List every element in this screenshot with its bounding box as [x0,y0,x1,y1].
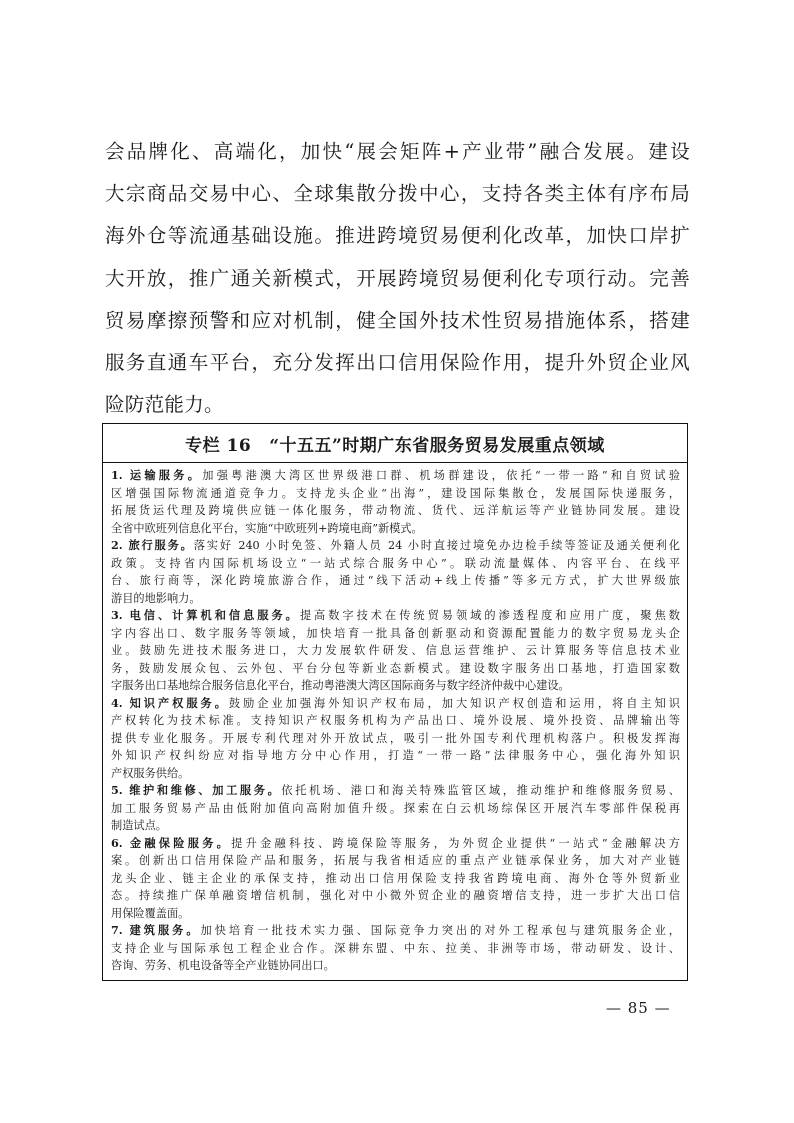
item-text: 鼓励企业加强海外知识产权布局，加大知识产权创造和运用，将自主知识 [228,696,680,710]
column-box-body [103,463,687,975]
item-heading: 5. 维护和维修、加工服务。 [111,783,282,797]
item-heading: 2. 旅行服务。 [111,538,194,552]
item-text: 案。创新出口信用保险产品和服务，拓展与我省相适应的重点产业链承保业务，加大对产业链 [111,854,680,867]
paragraph-line: 贸易摩擦预警和应对机制，健全国外技术性贸易措施体系，搭建 [105,308,690,332]
item-text: 落实好 240 小时免签、外籍人员 24 小时直接过境免办边检手续等签证及通关便利化 [193,539,680,552]
item-text: 支持企业与国际承包工程企业合作。深耕东盟、中东、拉美、非洲等市场，带动研发、设计、 [111,941,680,955]
item-text: 区增强国际物流通道竞争力。支持龙头企业“出海”，建设国际集散仓，发展国际快递服务， [111,486,680,500]
list-item-telecom [111,607,680,695]
item-heading: 1. 运输服务。 [111,468,203,482]
item-text: 提高数字技术在传统贸易领域的渗透程度和应用广度，聚焦数 [299,609,680,622]
paragraph-line: 大宗商品交易中心、全球集散分拨中心，支持各类主体有序布局 [105,182,690,206]
item-text: 提供专业化服务。开展专利代理对外开放试点，吸引一批外国专利代理机构落户。积极发挥海 [111,731,680,745]
item-text: 务，鼓励发展众包、云外包、平台分包等新业态新模式。建设数字服务出口基地，打造国家数 [111,661,680,675]
item-text: 政策。支持省内国际机场设立“一站式综合服务中心”。联动流量媒体、内容平台、在线平 [111,556,680,570]
item-text: 依托机场、港口和海关特殊监管区域，推动维护和维修服务贸易、 [281,784,680,797]
paragraph-line: 服务直通车平台，充分发挥出口信用保险作用，提升外贸企业风 [105,350,690,374]
column-box-label: 专栏 16 [185,435,252,456]
list-item-travel [111,537,680,607]
item-text: 态。持续推广保单融资增信机制，强化对中小微外贸企业的融资增信支持，进一步扩大出口信 [111,889,680,902]
item-text: 加工服务贸易产品由低附加值向高附加值升级。探索在白云机场综保区开展汽车零部件保税再 [111,801,680,815]
item-text: 提升金融科技、跨境保险等服务，为外贸企业提供“一站式”金融解决方 [231,836,680,850]
column-box-title: “十五五”时期广东省服务贸易发展重点领域 [269,435,605,456]
item-heading: 3. 电信、计算机和信息服务。 [111,608,300,622]
item-text: 产权转化为技术标准。支持知识产权服务机构为产品出口、境外设展、境外投资、品牌输出等 [111,714,680,727]
item-text: 加强粤港澳大湾区世界级港口群、机场群建设，依托“一带一路”和自贸试验 [202,469,680,482]
item-heading: 7. 建筑服务。 [111,923,201,937]
list-item-maintenance [111,782,680,835]
column-box [102,423,688,981]
item-text: 字服务出口基地综合服务信息化平台，推动粤港澳大湾区国际商务与数字经济仲裁中心建设。 [111,679,570,692]
item-heading: 6. 金融保险服务。 [111,835,232,850]
item-text: 业。鼓励先进技术服务进口，大力发展软件研发、信息运营维护、云计算服务等信息技术业 [111,644,680,657]
item-text: 产权服务供给。 [111,766,190,780]
item-text: 台、旅行商等，深化跨境旅游合作，通过“线下活动+线上传播”等多元方式，扩大世界级旅 [111,574,680,587]
item-text: 字内容出口、数字服务等领域，加快培育一批具备创新驱动和资源配置能力的数字贸易龙头企 [111,626,680,640]
paragraph-line: 大开放，推广通关新模式，开展跨境贸易便利化专项行动。完善 [105,266,690,290]
item-heading: 4. 知识产权服务。 [111,695,229,710]
item-text: 咨询、劳务、机电设备等全产业链协同出口。 [111,959,335,972]
paragraph-line: 险防范能力。 [105,393,224,417]
item-text: 用保险覆盖面。 [111,906,190,920]
list-item-transport [111,467,680,537]
page-number: — 85 — [606,999,671,1017]
item-text: 制造试点。 [111,819,167,832]
item-text: 拓展货运代理及跨境供应链一体化服务，带动物流、货代、远洋航运等产业链协同发展。建设 [111,504,680,517]
item-text: 外知识产权纠纷应对指导地方分中心作用，打造“一带一路”法律服务中心，强化海外知识 [111,749,680,762]
column-box-header [103,424,687,463]
item-text: 全省中欧班列信息化平台，实施“中欧班列+跨境电商”新模式。 [111,521,423,535]
item-text: 加快培育一批技术实力强、国际竞争力突出的对外工程承包与建筑服务企业， [200,924,680,937]
item-text: 龙头企业、链主企业的承保支持，推动出口信用保险支持我省跨境电商、海外仓等外贸新业 [111,871,680,885]
list-item-construction [111,922,680,975]
item-text: 游目的地影响力。 [111,591,201,605]
list-item-ip [111,695,680,783]
paragraph-line: 海外仓等流通基础设施。推进跨境贸易便利化改革，加快口岸扩 [105,224,690,248]
paragraph-line: 会品牌化、高端化，加快“展会矩阵+产业带”融合发展。建设 [105,140,690,163]
main-paragraph [105,131,690,426]
list-item-finance [111,835,680,923]
